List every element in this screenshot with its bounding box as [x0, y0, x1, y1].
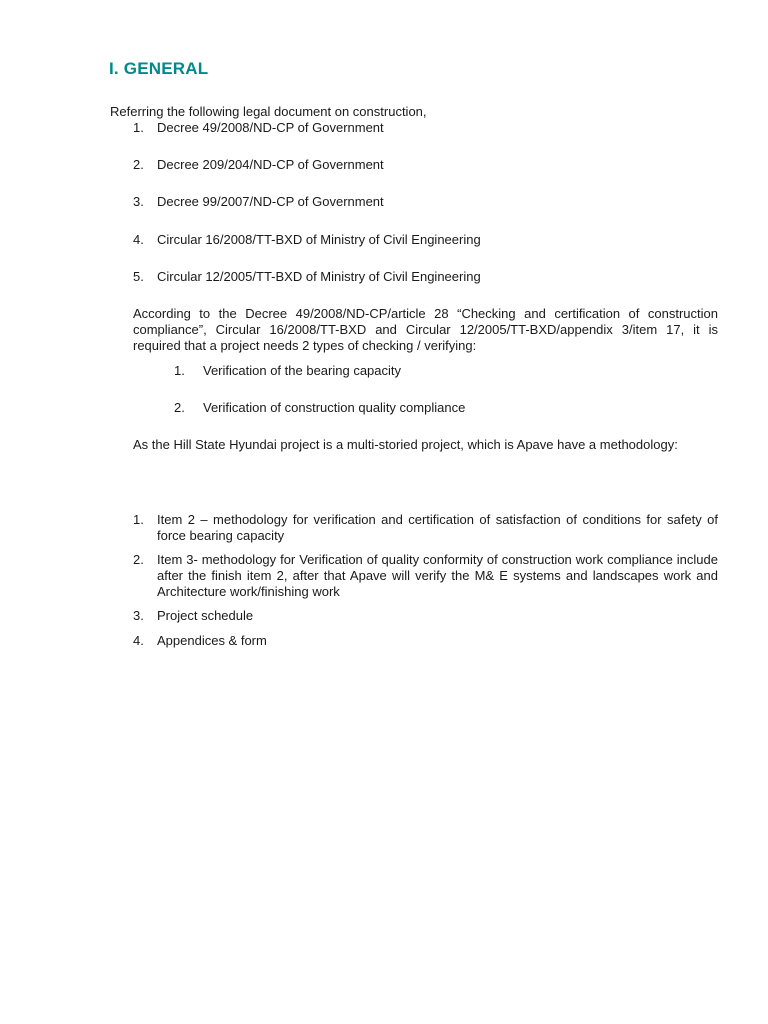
list-item-number: 4.	[133, 633, 144, 648]
methodology-paragraph: As the Hill State Hyundai project is a multi-storied project, which is Apave have a methodology:	[133, 437, 678, 452]
list-item-text: Appendices & form	[157, 633, 267, 648]
list-item	[133, 512, 718, 544]
list-item-number: 4.	[133, 232, 144, 247]
list-item-number: 3.	[133, 608, 144, 623]
list-item	[174, 363, 401, 379]
list-item-number: 2.	[174, 400, 185, 415]
list-item-number: 5.	[133, 269, 144, 284]
list-item-text: Item 2 – methodology for verification and certification of satisfaction of conditions for safety of force bearing capacity	[157, 512, 718, 543]
list-item-text: Circular 12/2005/TT-BXD of Ministry of Civil Engineering	[157, 269, 481, 284]
list-item	[133, 157, 384, 173]
list-item	[133, 633, 718, 649]
list-item-text: Decree 209/204/ND-CP of Government	[157, 157, 384, 172]
list-item-text: Verification of construction quality compliance	[203, 400, 466, 415]
list-item-number: 1.	[133, 512, 144, 527]
list-item-text: Item 3- methodology for Verification of quality conformity of construction work compliance include after the finish item 2, after that Apave will verify the M& E systems and landscapes work and Architecture work/finishing work	[157, 552, 718, 599]
section-heading: I. GENERAL	[109, 59, 209, 78]
list-item-number: 3.	[133, 194, 144, 209]
list-item-text: Project schedule	[157, 608, 254, 623]
list-item	[133, 232, 481, 248]
list-item-number: 2.	[133, 157, 144, 172]
list-item-number: 1.	[133, 120, 144, 135]
list-item	[133, 608, 718, 624]
list-item-text: Circular 16/2008/TT-BXD of Ministry of Civil Engineering	[157, 232, 481, 247]
list-item	[133, 194, 384, 210]
list-item	[133, 120, 384, 136]
intro-text: Referring the following legal document on construction,	[110, 104, 427, 119]
list-item	[174, 400, 465, 416]
list-item-text: Decree 99/2007/ND-CP of Government	[157, 194, 384, 209]
list-item	[133, 269, 481, 285]
requirement-paragraph: According to the Decree 49/2008/ND-CP/article 28 “Checking and certification of construction compliance”, Circular 16/2008/TT-BXD and Circular 12/2005/TT-BXD/appendix 3/item 17, it is required that a project needs 2 types of checking / verifying:	[133, 306, 718, 353]
list-item	[133, 552, 718, 600]
list-item-number: 1.	[174, 363, 185, 378]
list-item-text: Decree 49/2008/ND-CP of Government	[157, 120, 384, 135]
list-item-text: Verification of the bearing capacity	[203, 363, 402, 378]
list-item-number: 2.	[133, 552, 144, 567]
